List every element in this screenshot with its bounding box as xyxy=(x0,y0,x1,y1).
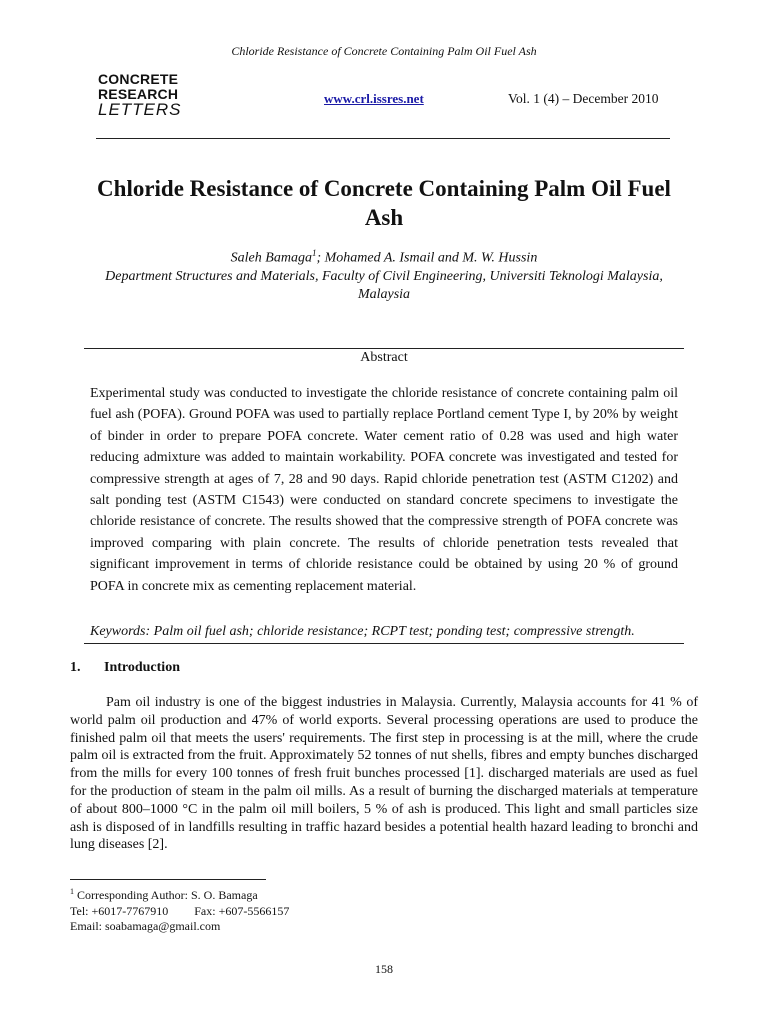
section-heading-introduction xyxy=(70,660,180,676)
abstract-bottom-divider xyxy=(84,643,684,644)
footnote-fax: Fax: +607-5566157 xyxy=(194,903,290,918)
footnote-divider xyxy=(70,879,266,880)
author-first: Saleh Bamaga xyxy=(230,250,312,266)
running-header: Chloride Resistance of Concrete Containing Palm Oil Fuel Ash xyxy=(231,44,537,58)
footnote-email: Email: soabamaga@gmail.com xyxy=(70,919,221,934)
journal-logo xyxy=(98,72,182,117)
paper-title: Chloride Resistance of Concrete Containing Palm Oil Fuel Ash xyxy=(97,176,671,230)
header-divider xyxy=(96,138,670,139)
abstract-body: Experimental study was conducted to investigate the chloride resistance of concrete containing palm oil fuel ash (POFA). Ground POFA was used to partially replace Portland cement Type I, by 20% by weight of binder in order to prepare POFA concrete. Water cement ratio of 0.28 was used and high water reducing admixture was added to maintain workability. POFA concrete was investigated and tested for compressive strength at ages of 7, 28 and 90 days. Rapid chloride penetration test (ASTM C1202) and salt ponding test (ASTM C1543) were conducted on standard concrete specimens to investigate the chloride resistance of concrete. The results showed that the compressive strength of POFA concrete was improved comparing with plain concrete. The results of chloride penetration tests revealed that significant improvement in terms of chloride resistance could be obtained by using 20 % of ground POFA in concrete mix as cementing replacement material. xyxy=(90,386,678,594)
footnote-marker: 1 xyxy=(70,887,74,896)
author-list xyxy=(84,248,684,267)
page-number: 158 xyxy=(375,962,393,976)
journal-logo-line3: LETTERS xyxy=(98,100,182,119)
journal-url-link[interactable]: www.crl.issres.net xyxy=(324,91,424,106)
abstract-top-divider xyxy=(84,348,684,349)
affiliation: Department Structures and Materials, Faculty of Civil Engineering, Universiti Teknologi Malaysia, Malaysia xyxy=(105,269,663,302)
abstract-heading: Abstract xyxy=(360,350,408,365)
volume-info: Vol. 1 (4) – December 2010 xyxy=(508,91,659,106)
footnote-tel: Tel: +6017-7767910 xyxy=(70,903,169,918)
journal-logo-line2: RESEARCH xyxy=(98,86,179,102)
journal-logo-line1: CONCRETE xyxy=(98,71,179,87)
intro-paragraph: Pam oil industry is one of the biggest industries in Malaysia. Currently, Malaysia accounts for 41 % of world palm oil production and 47% of world exports. Several processing operations are used to produce the finished palm oil that meets the users' requirements. The first step in processing is at the mill, where the crude palm oil is extracted from the fruit. Approximately 52 tonnes of nut shells, fibres and empty bunches discharged from the mills for every 100 tonnes of fresh fruit bunches processed [1]. discharged materials are used as fuel for the production of steam in the palm oil mills. As a result of burning the discharged materials at temperature of about 800–1000 °C in the palm oil mill boilers, 5 % of ash is produced. This light and small particles size ash is disposed of in landfills resulting in traffic hazard besides a potential health hazard leading to bronchi and lung diseases [2]. xyxy=(70,695,698,853)
footnote-contact xyxy=(70,904,289,920)
footnote-corresponding-text: Corresponding Author: S. O. Bamaga xyxy=(74,888,258,902)
section-title: Introduction xyxy=(104,660,180,675)
keywords: Keywords: Palm oil fuel ash; chloride resistance; RCPT test; ponding test; compressive strength. xyxy=(90,624,635,639)
section-number: 1. xyxy=(70,660,81,675)
author-rest: ; Mohamed A. Ismail and M. W. Hussin xyxy=(316,250,538,266)
author-footnote-marker: 1 xyxy=(311,248,317,258)
footnote-block xyxy=(70,884,289,935)
footnote-corresponding xyxy=(70,884,289,904)
